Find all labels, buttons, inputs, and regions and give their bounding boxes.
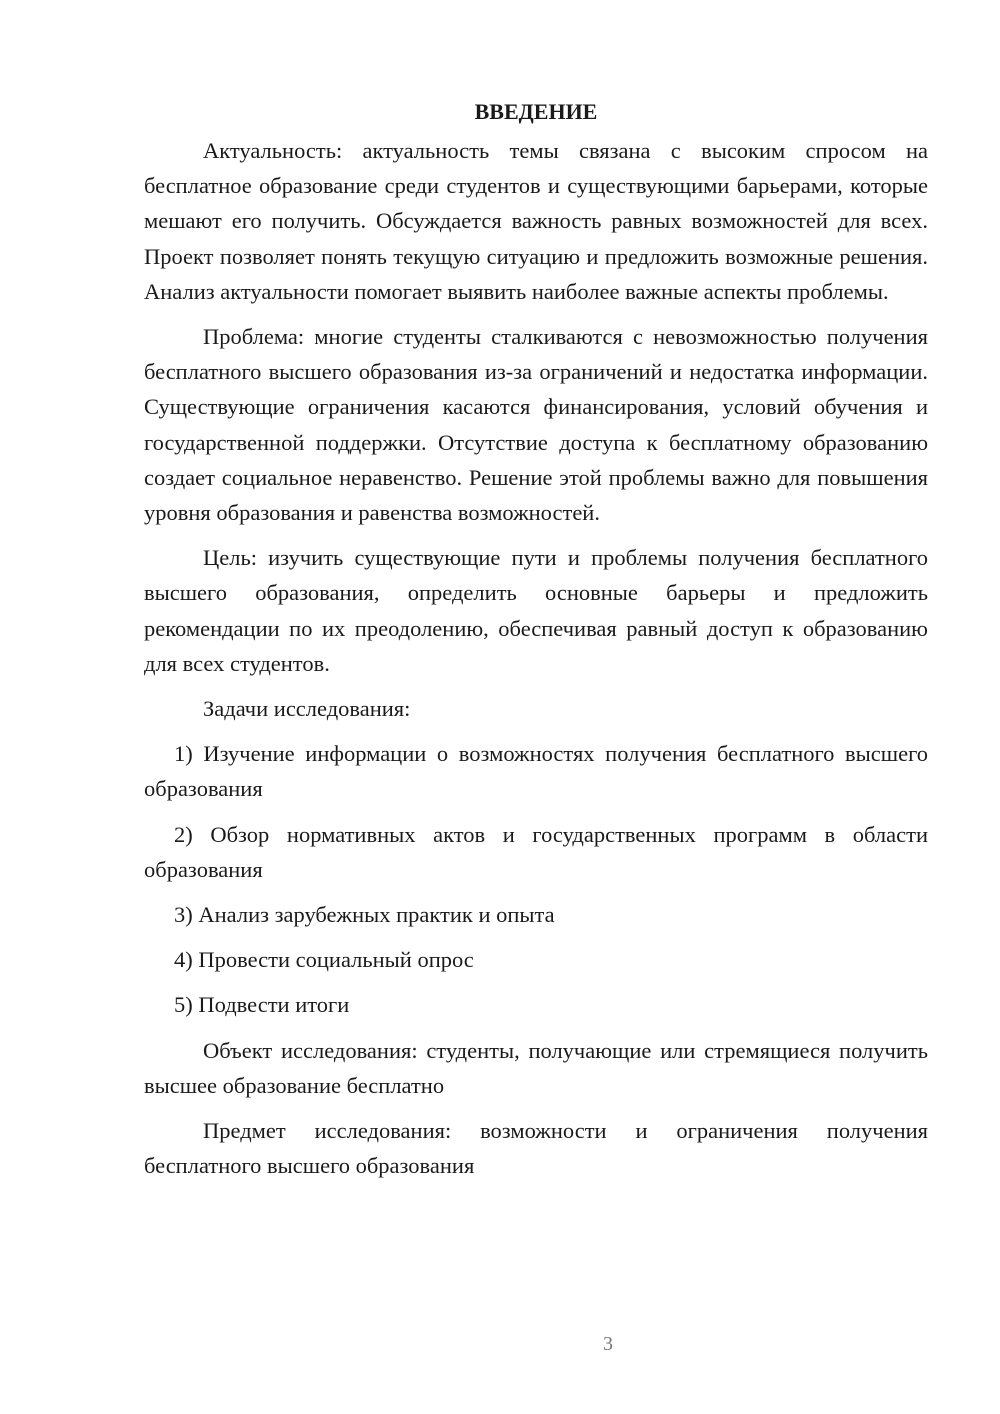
page-title: ВВЕДЕНИЕ [474,99,598,124]
task-item-3: 3) Анализ зарубежных практик и опыта [174,902,555,928]
paragraph-subject: Предмет исследования: возможности и ограничения получения бесплатного высшего образования [144,1118,928,1179]
page-number: 3 [603,1333,613,1355]
paragraph-relevance: Актуальность: актуальность темы связана с высоким спросом на бесплатное образование среди студентов и существующими барьерами, которые мешают его получить. Обсуждается важность равных возможностей для всех. Проект позволяет понять текущую ситуацию и предложить возможные решения. Анализ актуальности помогает выявить наиболее важные аспекты проблемы. [144,138,928,304]
task-item-4: 4) Провести социальный опрос [174,947,474,973]
paragraph-problem: Проблема: многие студенты сталкиваются с невозможностью получения бесплатного высшего образования из-за ограничений и недостатка информации. Существующие ограничения касаются финансирования, условий обучения и государственной поддержки. Отсутствие доступа к бесплатному образованию создает социальное неравенство. Решение этой проблемы важно для повышения уровня образования и равенства возможностей. [144,324,928,526]
paragraph-object: Объект исследования: студенты, получающие или стремящиеся получить высшее образование бесплатно [144,1037,928,1098]
task-item-1: 1) Изучение информации о возможностях получения бесплатного высшего образования [144,741,928,802]
paragraph-goal: Цель: изучить существующие пути и проблемы получения бесплатного высшего образования, определить основные барьеры и предложить рекомендации по их преодолению, обеспечивая равный доступ к образованию для всех студентов. [144,545,928,676]
tasks-heading: Задачи исследования: [203,696,411,722]
task-item-5: 5) Подвести итоги [174,992,350,1018]
page-content [144,94,928,1183]
task-item-2: 2) Обзор нормативных актов и государственных программ в области образования [144,821,928,882]
